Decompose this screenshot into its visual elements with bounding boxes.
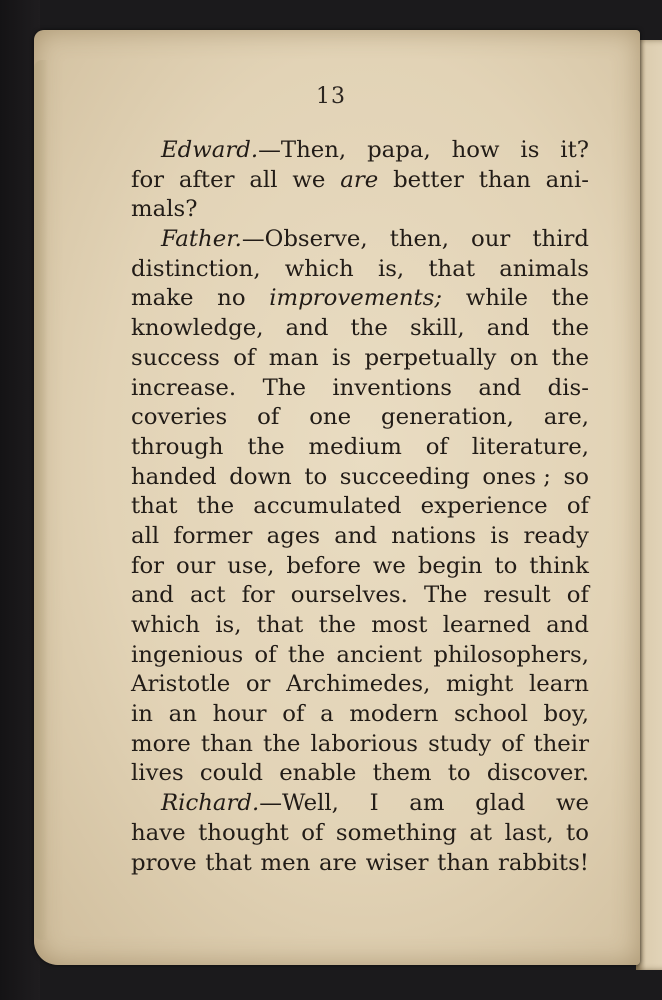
text-word: the	[551, 315, 589, 342]
text-word: laborious	[310, 730, 418, 757]
text-word: the	[196, 493, 235, 520]
text-line	[131, 700, 589, 730]
text-line	[131, 136, 589, 166]
speaker-group	[161, 789, 339, 819]
text-word: experience	[420, 493, 548, 520]
text-word: think	[529, 552, 589, 579]
text-word: The	[262, 374, 306, 401]
text-word: hour	[212, 701, 267, 728]
text-word: learn	[528, 671, 589, 698]
text-word: how	[451, 137, 500, 163]
text-word: am	[409, 790, 445, 817]
text-word: result	[483, 582, 551, 609]
text-line	[131, 284, 589, 314]
text-line	[131, 819, 589, 849]
text-word: than	[437, 849, 490, 876]
text-word: skill,	[409, 315, 465, 342]
text-word: the	[551, 344, 589, 371]
text-word: better	[393, 166, 464, 193]
text-line	[131, 849, 589, 879]
text-word: to	[494, 552, 518, 579]
text-word: of	[233, 344, 256, 371]
text-word: thought	[198, 819, 289, 846]
text-word: and	[131, 582, 174, 609]
text-word: down	[229, 463, 292, 490]
text-line	[131, 789, 589, 819]
text-line	[131, 374, 589, 404]
text-word: and	[546, 612, 589, 638]
text-word: discover.	[486, 760, 589, 787]
text-word: for	[131, 166, 165, 193]
text-word: to	[447, 760, 471, 787]
text-line	[131, 255, 589, 285]
text-word: the	[263, 730, 301, 757]
text-word: are,	[543, 404, 589, 431]
text-word: animals	[499, 255, 589, 282]
text-word: ingenious	[131, 641, 244, 668]
text-word: coveries	[131, 404, 228, 431]
text-word: all	[131, 522, 160, 549]
text-word: than	[200, 730, 253, 757]
text-word: is	[520, 137, 540, 163]
text-word: ones ;	[482, 463, 551, 490]
text-word: through	[131, 433, 224, 460]
text-word: papa,	[367, 137, 431, 163]
text-word: and	[486, 315, 530, 342]
page-number: 13	[316, 84, 346, 109]
text-word: ready	[523, 522, 589, 549]
text-word: —Then,	[258, 137, 347, 163]
text-word: knowledge,	[131, 315, 264, 342]
text-word: for	[241, 582, 275, 609]
text-word: lives	[131, 760, 184, 787]
text-word: while	[465, 285, 528, 312]
text-word: an	[168, 701, 197, 728]
text-word: dis-	[547, 374, 589, 401]
text-word: most	[371, 612, 428, 638]
text-word: might	[445, 671, 514, 698]
text-word: the	[551, 285, 589, 312]
text-word: could	[199, 760, 263, 787]
text-word: Archimedes,	[286, 671, 431, 698]
text-word: to	[566, 819, 589, 846]
text-word: our	[471, 226, 511, 253]
text-word: than	[478, 166, 531, 193]
text-line	[131, 166, 589, 196]
text-word: we	[372, 552, 406, 579]
text-word: on	[509, 344, 539, 371]
text-word: men	[260, 849, 311, 876]
text-word: and	[478, 374, 522, 401]
text-word: at	[469, 819, 493, 846]
text-word: the	[350, 315, 388, 342]
text-word: all	[249, 166, 278, 193]
text-word: improvements;	[269, 285, 443, 312]
text-word: begin	[417, 552, 483, 579]
text-word: nations	[391, 522, 477, 549]
text-line	[131, 463, 589, 493]
text-word: in	[131, 701, 153, 728]
text-word: the	[318, 612, 356, 638]
text-word: the	[287, 641, 326, 668]
text-word: learned	[442, 612, 531, 638]
text-word: succeeding	[339, 463, 470, 490]
text-word: before	[286, 552, 361, 579]
text-word: something	[335, 819, 457, 846]
text-word: accumulated	[253, 493, 402, 520]
text-word: one	[309, 404, 352, 431]
text-word: is	[332, 344, 352, 371]
text-line	[131, 641, 589, 671]
text-word: of	[254, 641, 277, 668]
speaker-group	[161, 225, 368, 255]
text-word: of	[257, 404, 280, 431]
text-word: ani-	[545, 166, 589, 193]
text-line	[131, 670, 589, 700]
text-word: it?	[560, 137, 589, 163]
text-word: ourselves.	[290, 582, 408, 609]
speaker-group	[161, 136, 346, 166]
text-word: and	[285, 315, 329, 342]
text-word: philosophers,	[433, 641, 589, 668]
text-word: we	[555, 790, 589, 817]
text-word: so	[563, 463, 589, 490]
text-word: of	[566, 493, 589, 520]
text-word: the	[247, 433, 285, 460]
text-word: to	[304, 463, 328, 490]
text-line	[131, 314, 589, 344]
text-word: we	[292, 166, 326, 193]
text-word: that	[205, 849, 252, 876]
text-line	[131, 344, 589, 374]
text-word: mals?	[131, 196, 198, 223]
text-word: prove	[131, 849, 197, 876]
text-word: generation,	[381, 404, 514, 431]
text-word: more	[131, 730, 191, 757]
text-word: man	[268, 344, 319, 371]
text-word: after	[178, 166, 235, 193]
text-word: modern	[349, 701, 439, 728]
text-word: school	[453, 701, 528, 728]
text-word: Richard.	[161, 790, 260, 817]
text-word: of	[566, 582, 589, 609]
text-word: make	[131, 285, 194, 312]
text-line	[131, 195, 589, 225]
text-word: wiser	[365, 849, 429, 876]
text-word: literature,	[471, 433, 589, 460]
text-line	[131, 403, 589, 433]
text-word: have	[131, 819, 186, 846]
text-word: them	[372, 760, 432, 787]
text-word: perpetually	[364, 344, 497, 371]
text-word: —Well,	[259, 790, 339, 817]
text-word: is	[490, 522, 510, 549]
text-word: which	[131, 612, 200, 638]
text-word: inventions	[332, 374, 452, 401]
text-word: is,	[377, 255, 405, 282]
text-word: a	[320, 701, 334, 728]
page-text	[131, 136, 589, 878]
text-word: no	[217, 285, 246, 312]
text-word: Edward.	[161, 137, 259, 163]
text-word: of	[282, 701, 305, 728]
text-word: of	[425, 433, 448, 460]
page-gutter-edge	[34, 60, 48, 940]
text-word: then,	[389, 226, 449, 253]
text-line	[131, 552, 589, 582]
text-word: ancient	[336, 641, 423, 668]
text-word: I	[369, 790, 379, 817]
text-word: of	[301, 819, 324, 846]
text-word: distinction,	[131, 255, 261, 282]
text-line	[131, 522, 589, 552]
text-word: for	[131, 552, 165, 579]
text-word: and	[334, 522, 378, 549]
text-word: The	[423, 582, 468, 609]
text-word: handed	[131, 463, 217, 490]
text-word: study	[428, 730, 492, 757]
text-word: their	[533, 730, 589, 757]
text-line	[131, 611, 589, 641]
text-word: act	[189, 582, 226, 609]
text-word: enable	[279, 760, 357, 787]
text-word: that	[131, 493, 178, 520]
text-word: are	[340, 166, 379, 193]
text-line	[131, 433, 589, 463]
text-line	[131, 225, 589, 255]
text-word: success	[131, 344, 220, 371]
text-word: glad	[475, 790, 526, 817]
text-word: are	[318, 849, 357, 876]
text-word: or	[245, 671, 271, 698]
text-word: medium	[308, 433, 402, 460]
text-line	[131, 492, 589, 522]
text-word: Father.	[161, 226, 242, 253]
text-word: which	[284, 255, 354, 282]
text-word: former	[173, 522, 253, 549]
text-word: use,	[227, 552, 275, 579]
text-word: Aristotle	[131, 671, 231, 698]
text-word: third	[532, 226, 589, 253]
text-word: boy,	[543, 701, 589, 728]
text-line	[131, 581, 589, 611]
text-word: ages	[266, 522, 321, 549]
text-word: —Observe,	[241, 226, 368, 253]
text-word: last,	[504, 819, 554, 846]
text-word: that	[428, 255, 475, 282]
text-word: our	[176, 552, 216, 579]
text-word: is,	[215, 612, 242, 638]
text-word: increase.	[131, 374, 237, 401]
text-word: that	[256, 612, 304, 638]
text-word: of	[501, 730, 524, 757]
text-line	[131, 730, 589, 760]
text-line	[131, 759, 589, 789]
text-word: rabbits!	[497, 849, 589, 876]
